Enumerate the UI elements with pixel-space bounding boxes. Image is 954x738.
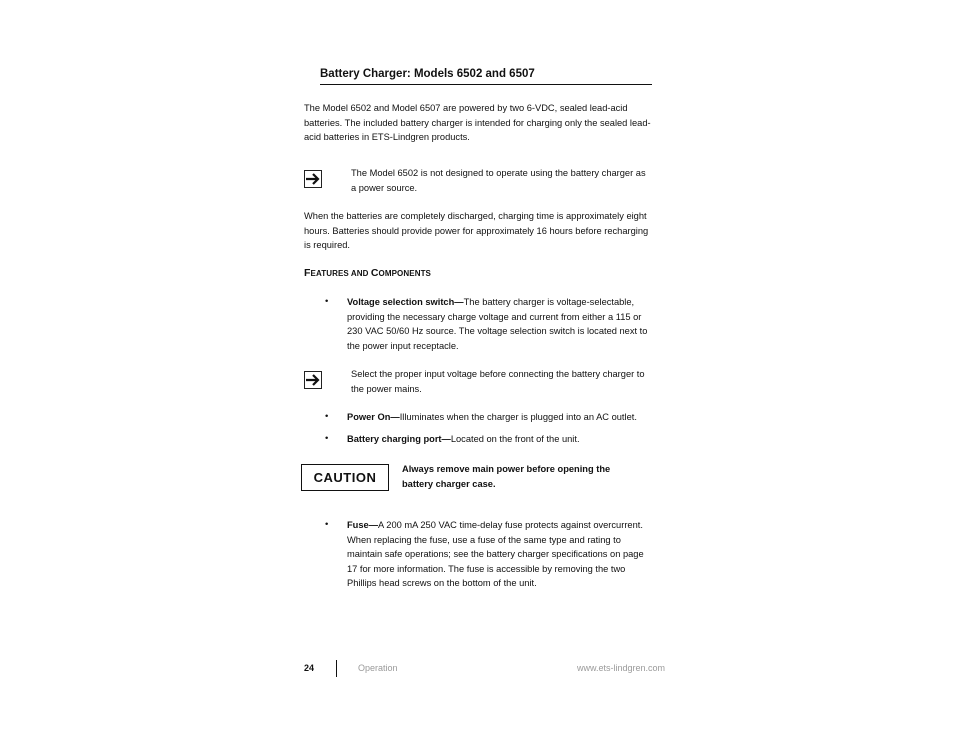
caution-text: Always remove main power before opening the battery charger case.: [402, 464, 611, 489]
footer-url: www.ets-lindgren.com: [577, 663, 666, 673]
discharge-paragraph: When the batteries are completely discharged, charging time is approximately eight hours. Batteries should provide power for approximately 16 hours before recharging is required.: [304, 211, 649, 251]
intro-paragraph: The Model 6502 and Model 6507 are powered by two 6-VDC, sealed lead-acid batteries. The included battery charger is intended for charging only the sealed lead-acid batteries in ETS-Lindgren products.: [304, 103, 651, 143]
bullet-marker: •: [325, 519, 329, 530]
arrow-right-icon: [304, 371, 322, 389]
footer-divider: [336, 660, 337, 677]
bullet-marker: •: [325, 296, 329, 307]
bullet-term: Battery charging port—: [347, 434, 451, 444]
bullet-marker: •: [325, 433, 329, 444]
bullet-term: Fuse—: [347, 520, 378, 530]
section-heading: FEATURES AND COMPONENTS: [304, 267, 431, 279]
bullet-description: The battery charger is voltage-selectable, providing the necessary charge voltage and current from either a 115 or 230 VAC 50/60 Hz source. The voltage selection switch is located next to the power input receptacle.: [347, 297, 648, 351]
footer-section-name: Operation: [358, 663, 398, 673]
bullet-description: A 200 mA 250 VAC time-delay fuse protects against overcurrent. When replacing the fuse, use a fuse of the same type and rating to maintain safe operations; see the battery charger specifications on page 17 for more information. The fuse is accessible by removing the two Phillips head screws on the bottom of the unit.: [347, 520, 644, 589]
note-text: The Model 6502 is not designed to operate using the battery charger as a power source.: [351, 168, 646, 193]
page-title: Battery Charger: Models 6502 and 6507: [320, 68, 652, 85]
list-item: [347, 432, 652, 447]
list-item: [347, 410, 652, 425]
bullet-marker: •: [325, 411, 329, 422]
bullet-term: Voltage selection switch—: [347, 297, 464, 307]
caution-label: CAUTION: [301, 464, 389, 491]
list-item: [347, 518, 652, 591]
note-text: Select the proper input voltage before connecting the battery charger to the power mains.: [351, 369, 645, 394]
list-item: [347, 295, 652, 353]
bullet-description: Located on the front of the unit.: [450, 434, 580, 444]
page-number: 24: [304, 663, 315, 673]
bullet-term: Power On—: [347, 412, 400, 422]
bullet-description: Illuminates when the charger is plugged into an AC outlet.: [399, 412, 637, 422]
arrow-right-icon: [304, 170, 322, 188]
